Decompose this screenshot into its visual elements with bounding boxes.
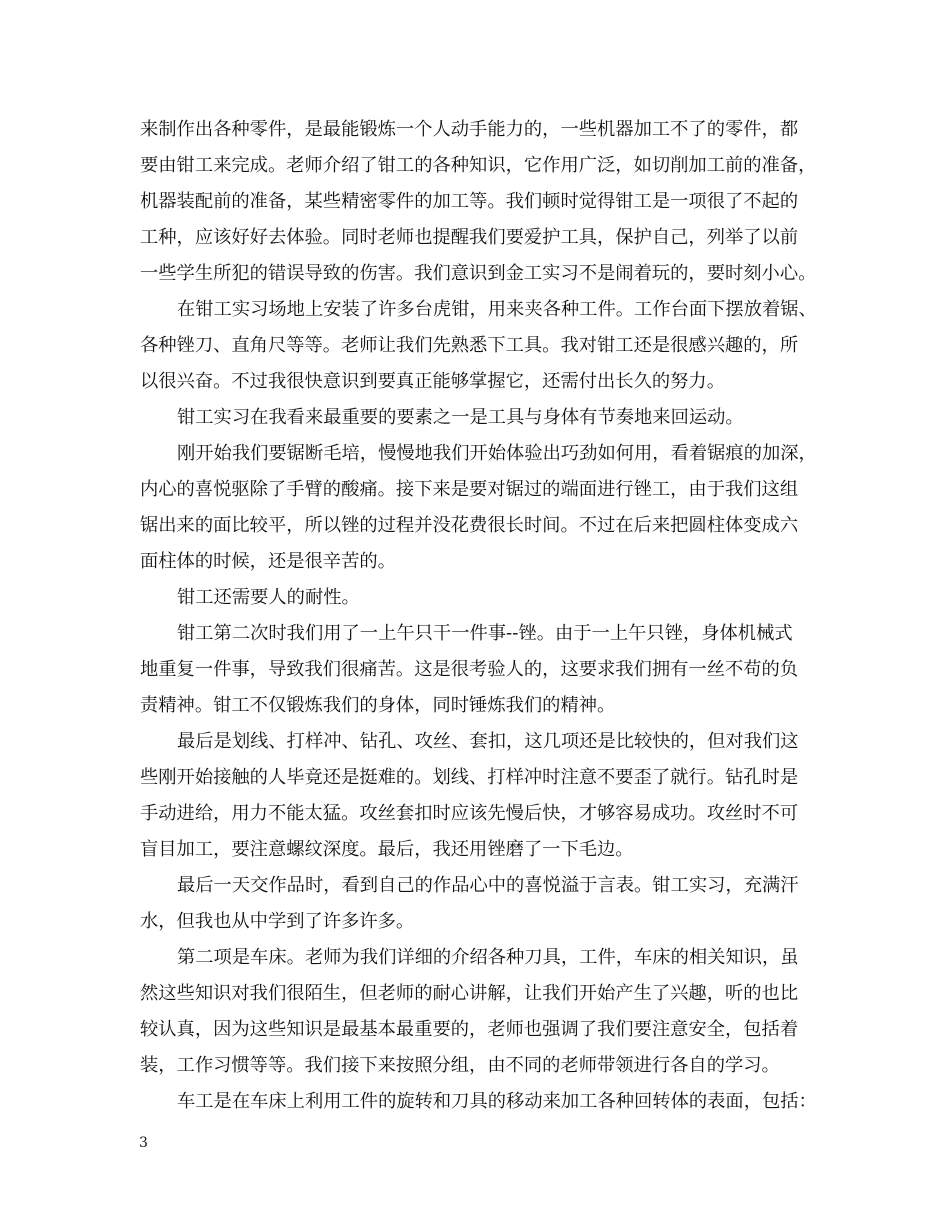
paragraph-start-line: 最后一天交作品时，看到自己的作品心中的喜悦溢于言表。钳工实习，充满汗 xyxy=(177,875,799,896)
text-line: 各种锉刀、直角尺等等。老师让我们先熟悉下工具。我对钳工还是很感兴趣的，所 xyxy=(140,335,799,356)
paragraph-start-line: 最后是划线、打样冲、钻孔、攻丝、套扣，这几项还是比较快的，但对我们这 xyxy=(177,731,799,752)
text-line: 锯出来的面比较平，所以锉的过程并没花费很长时间。不过在后来把圆柱体变成六 xyxy=(140,515,799,536)
paragraph-start-line: 钳工第二次时我们用了一上午只干一件事--锉。由于一上午只锉，身体机械式 xyxy=(177,623,793,644)
text-line: 较认真，因为这些知识是最基本最重要的，老师也强调了我们要注意安全，包括着 xyxy=(140,1019,799,1040)
text-line: 一些学生所犯的错误导致的伤害。我们意识到金工实习不是闹着玩的，要时刻小心。 xyxy=(140,263,817,284)
text-line: 些刚开始接触的人毕竟还是挺难的。划线、打样冲时注意不要歪了就行。钻孔时是 xyxy=(140,767,799,788)
text-line: 内心的喜悦驱除了手臂的酸痛。接下来是要对锯过的端面进行锉工，由于我们这组 xyxy=(140,479,799,500)
text-line: 水，但我也从中学到了许多许多。 xyxy=(140,911,415,932)
text-line: 要由钳工来完成。老师介绍了钳工的各种知识，它作用广泛，如切削加工前的准备， xyxy=(140,155,817,176)
paragraph-start-line: 在钳工实习场地上安装了许多台虎钳，用来夹各种工件。工作台面下摆放着锯、 xyxy=(177,299,817,320)
paragraph-start-line: 第二项是车床。老师为我们详细的介绍各种刀具，工件，车床的相关知识，虽 xyxy=(177,947,799,968)
paragraph-start-line: 刚开始我们要锯断毛培，慢慢地我们开始体验出巧劲如何用，看着锯痕的加深， xyxy=(177,443,817,464)
text-line: 然这些知识对我们很陌生，但老师的耐心讲解，让我们开始产生了兴趣，听的也比 xyxy=(140,983,799,1004)
text-line: 盲目加工，要注意螺纹深度。最后，我还用锉磨了一下毛边。 xyxy=(140,839,634,860)
text-line: 面柱体的时候，还是很辛苦的。 xyxy=(140,551,396,572)
text-line: 责精神。钳工不仅锻炼我们的身体，同时锤炼我们的精神。 xyxy=(140,695,616,716)
text-line: 手动进给，用力不能太猛。攻丝套扣时应该先慢后快，才够容易成功。攻丝时不可 xyxy=(140,803,799,824)
text-line: 装，工作习惯等等。我们接下来按照分组，由不同的老师带领进行各自的学习。 xyxy=(140,1055,780,1076)
paragraph-start-line: 钳工还需要人的耐性。 xyxy=(177,587,360,608)
page-number: 3 xyxy=(139,1135,148,1151)
paragraph-start-line: 钳工实习在我看来最重要的要素之一是工具与身体有节奏地来回运动。 xyxy=(177,407,744,428)
document-body xyxy=(140,112,830,1120)
text-line: 工种，应该好好去体验。同时老师也提醒我们要爱护工具，保护自己，列举了以前 xyxy=(140,227,799,248)
text-line: 机器装配前的准备，某些精密零件的加工等。我们顿时觉得钳工是一项很了不起的 xyxy=(140,191,799,212)
text-line: 地重复一件事，导致我们很痛苦。这是很考验人的，这要求我们拥有一丝不苟的负 xyxy=(140,659,799,680)
paragraph-start-line: 车工是在车床上利用工件的旋转和刀具的移动来加工各种回转体的表面，包括： xyxy=(177,1091,817,1112)
text-line: 来制作出各种零件，是最能锻炼一个人动手能力的，一些机器加工不了的零件，都 xyxy=(140,119,799,140)
text-line: 以很兴奋。不过我很快意识到要真正能够掌握它，还需付出长久的努力。 xyxy=(140,371,725,392)
